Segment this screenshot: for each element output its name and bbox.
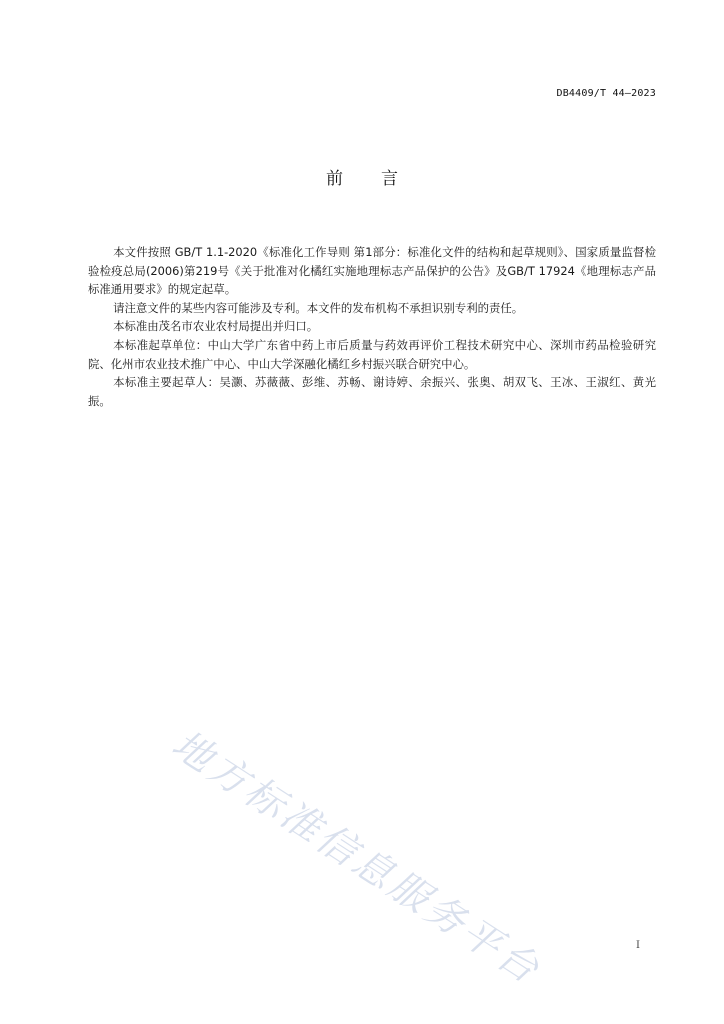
foreword-body — [88, 243, 656, 410]
paragraph-patent-notice: 请注意文件的某些内容可能涉及专利。本文件的发布机构不承担识别专利的责任。 — [113, 300, 524, 315]
page-number: I — [636, 940, 640, 951]
paragraph-drafting-units: 本标准起草单位：中山大学广东省中药上市后质量与药效再评价工程技术研究中心、深圳市药品检验研究院、化州市农业技术推广中心、中山大学深融化橘红乡村振兴联合研究中心。 — [88, 337, 656, 371]
paragraph-proposer: 本标准由茂名市农业农村局提出并归口。 — [113, 319, 319, 334]
document-code: DB4409/T 44—2023 — [556, 88, 656, 99]
page-title: 前言 — [326, 169, 436, 189]
paragraph-drafters: 本标准主要起草人：吴灏、苏薇薇、彭维、苏畅、谢诗婷、余振兴、张奥、胡双飞、王冰、王淑红、黄光振。 — [88, 375, 656, 408]
paragraph-drafting-basis: 本文件按照 GB/T 1.1-2020《标准化工作导则 第1部分：标准化文件的结构和起草规则》、国家质量监督检验检疫总局(2006)第219号《关于批准对化橘红实施地理标志产品保护的公告》及GB/T 17924《地理标志产品标准通用要求》的规定起草。 — [88, 245, 656, 297]
watermark: 地方标准信息服务平台 — [163, 722, 549, 995]
